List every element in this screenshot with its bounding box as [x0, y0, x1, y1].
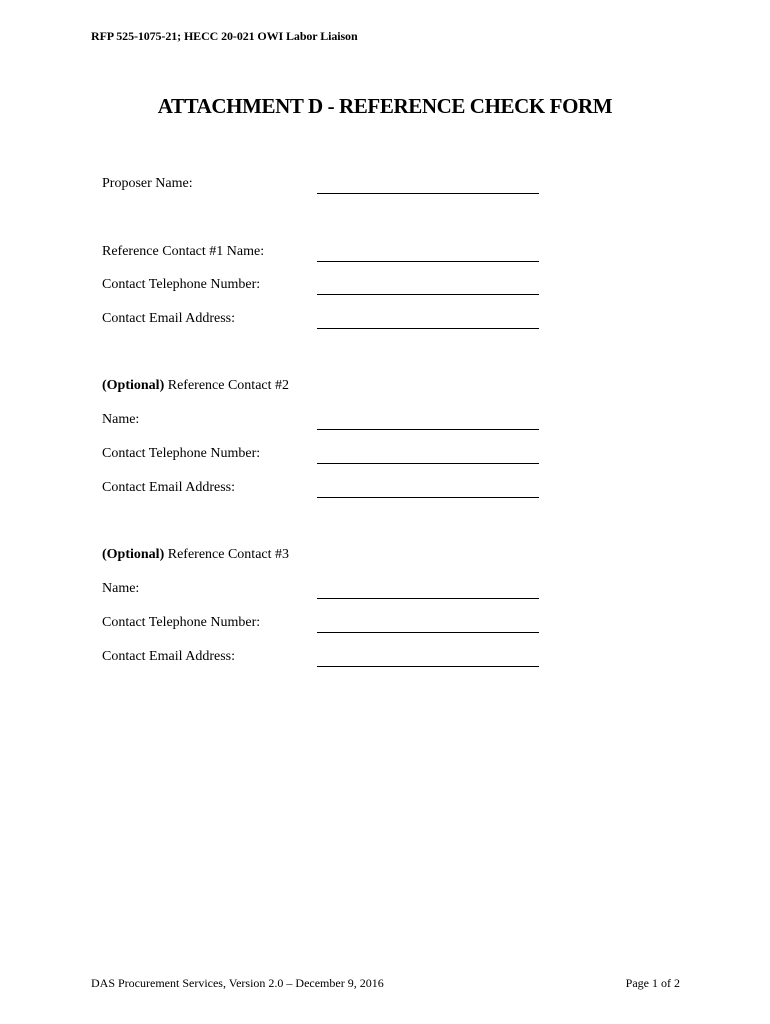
proposer-name-row: [102, 174, 542, 194]
reference2-phone-row: [102, 444, 542, 464]
reference2-phone-label: Contact Telephone Number:: [102, 446, 261, 461]
reference2-heading-text: Reference Contact #2: [164, 378, 290, 393]
reference2-email-field[interactable]: [317, 497, 539, 498]
reference1-phone-row: [102, 275, 542, 295]
reference3-name-field[interactable]: [317, 598, 539, 599]
reference3-heading-text: Reference Contact #3: [164, 547, 290, 562]
reference2-optional-tag: (Optional): [102, 378, 165, 393]
reference3-heading: [102, 547, 289, 563]
reference1-phone-label: Contact Telephone Number:: [102, 277, 261, 292]
reference3-phone-row: [102, 613, 542, 633]
reference3-phone-label: Contact Telephone Number:: [102, 615, 261, 630]
reference2-phone-field[interactable]: [317, 463, 539, 464]
reference2-heading-row: [102, 376, 542, 396]
reference2-heading: [102, 378, 289, 394]
reference3-optional-tag: (Optional): [102, 547, 165, 562]
proposer-name-label: Proposer Name:: [102, 176, 193, 191]
reference3-email-row: [102, 647, 542, 667]
page-title: ATTACHMENT D - REFERENCE CHECK FORM: [157, 94, 613, 118]
reference1-email-row: [102, 309, 542, 329]
reference1-name-field[interactable]: [317, 261, 539, 262]
reference3-phone-field[interactable]: [317, 632, 539, 633]
reference2-name-label: Name:: [102, 412, 140, 427]
reference2-email-label: Contact Email Address:: [102, 480, 235, 495]
reference1-email-label: Contact Email Address:: [102, 311, 235, 326]
header-reference: RFP 525-1075-21; HECC 20-021 OWI Labor Liaison: [91, 29, 358, 43]
reference3-email-label: Contact Email Address:: [102, 649, 235, 664]
reference1-phone-field[interactable]: [317, 294, 539, 295]
reference3-heading-row: [102, 545, 542, 565]
reference2-name-field[interactable]: [317, 429, 539, 430]
footer-version: DAS Procurement Services, Version 2.0 – December 9, 2016: [91, 976, 384, 990]
reference2-email-row: [102, 478, 542, 498]
reference2-name-row: [102, 410, 542, 430]
reference1-name-row: [102, 242, 542, 262]
reference3-email-field[interactable]: [317, 666, 539, 667]
footer-page-number: Page 1 of 2: [625, 976, 680, 990]
proposer-name-field[interactable]: [317, 193, 539, 194]
reference1-email-field[interactable]: [317, 328, 539, 329]
reference3-name-row: [102, 579, 542, 599]
reference3-name-label: Name:: [102, 581, 140, 596]
reference1-name-label: Reference Contact #1 Name:: [102, 244, 265, 259]
